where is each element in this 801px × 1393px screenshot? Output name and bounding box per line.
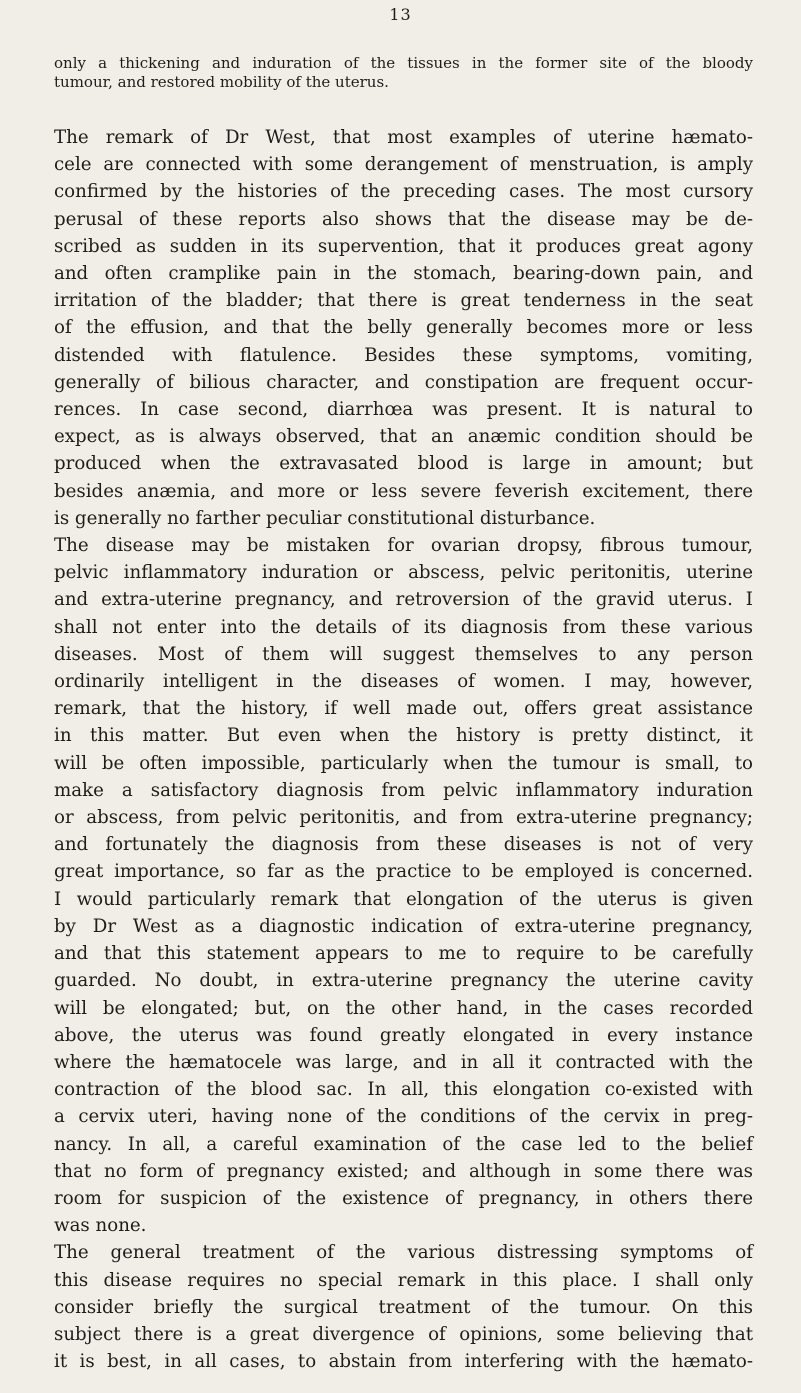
text-line: above, the uterus was found greatly elongated in every instance [54, 1024, 753, 1046]
text-line: The general treatment of the various distressing symptoms of [54, 1242, 753, 1264]
text-line: will be elongated; but, on the other hand, in the cases recorded [54, 997, 753, 1019]
text-line: distended with flatulence. Besides these symptoms, vomiting, [54, 344, 753, 366]
body-text [54, 124, 753, 1375]
text-line: great importance, so far as the practice to be employed is concerned. [54, 861, 753, 883]
text-line: besides anæmia, and more or less severe feverish excitement, there [54, 480, 753, 502]
text-line: pelvic inflammatory induration or abscess, pelvic peritonitis, uterine [54, 562, 753, 584]
text-line: ordinarily intelligent in the diseases of women. I may, however, [54, 671, 753, 693]
text-line: rences. In case second, diarrhœa was present. It is natural to [54, 399, 753, 421]
text-line: is generally no farther peculiar constitutional disturbance. [54, 507, 596, 529]
text-line: produced when the extravasated blood is large in amount; but [54, 453, 753, 475]
text-line: in this matter. But even when the history is pretty distinct, it [54, 725, 753, 747]
text-line: remark, that the history, if well made out, offers great assistance [54, 698, 753, 720]
text-line: generally of bilious character, and constipation are frequent occur- [54, 371, 753, 393]
text-line: contraction of the blood sac. In all, this elongation co-existed with [54, 1079, 753, 1101]
text-line: room for suspicion of the existence of pregnancy, in others there [54, 1187, 753, 1209]
text-line: and fortunately the diagnosis from these diseases is not of very [54, 834, 753, 856]
text-line: diseases. Most of them will suggest themselves to any person [54, 643, 753, 665]
intro-paragraph [54, 54, 753, 92]
text-line: The remark of Dr West, that most examples of uterine hæmato- [54, 127, 753, 148]
text-line: this disease requires no special remark in this place. I shall only [54, 1269, 753, 1291]
text-line: scribed as sudden in its supervention, that it produces great agony [54, 235, 753, 257]
intro-line: only a thickening and induration of the tissues in the former site of the bloody [54, 54, 753, 72]
text-line: make a satisfactory diagnosis from pelvic inflammatory induration [54, 779, 753, 801]
intro-line: tumour, and restored mobility of the uterus. [54, 73, 389, 91]
text-line: expect, as is always observed, that an anæmic condition should be [54, 426, 753, 448]
text-line: it is best, in all cases, to abstain from interfering with the hæmato- [54, 1351, 753, 1373]
text-line: The disease may be mistaken for ovarian dropsy, fibrous tumour, [54, 535, 753, 557]
text-line: was none. [54, 1215, 147, 1237]
text-line: perusal of these reports also shows that the disease may be de- [54, 208, 753, 230]
text-line: shall not enter into the details of its diagnosis from these various [54, 616, 753, 638]
text-line: guarded. No doubt, in extra-uterine pregnancy the uterine cavity [54, 970, 753, 992]
text-line: nancy. In all, a careful examination of the case led to the belief [54, 1133, 753, 1155]
text-line: confirmed by the histories of the preceding cases. The most cursory [54, 181, 753, 203]
text-line: subject there is a great divergence of opinions, some believing that [54, 1323, 753, 1345]
text-line: I would particularly remark that elongation of the uterus is given [54, 888, 753, 910]
text-line: of the effusion, and that the belly generally becomes more or less [54, 317, 753, 339]
text-line: where the hæmatocele was large, and in all it contracted with the [54, 1051, 753, 1073]
text-line: consider briefly the surgical treatment of the tumour. On this [54, 1296, 753, 1318]
page-number: 13 [389, 5, 412, 24]
text-line: by Dr West as a diagnostic indication of extra-uterine pregnancy, [54, 915, 753, 937]
text-line: and often cramplike pain in the stomach, bearing-down pain, and [54, 263, 753, 285]
text-line: cele are connected with some derangement of menstruation, is amply [54, 154, 753, 176]
text-line: or abscess, from pelvic peritonitis, and from extra-uterine pregnancy; [54, 807, 753, 829]
text-line: and extra-uterine pregnancy, and retroversion of the gravid uterus. I [54, 589, 753, 611]
text-line: and that this statement appears to me to require to be carefully [54, 943, 753, 965]
text-line: a cervix uteri, having none of the conditions of the cervix in preg- [54, 1106, 753, 1128]
text-line: irritation of the bladder; that there is great tenderness in the seat [54, 290, 753, 312]
text-line: will be often impossible, particularly when the tumour is small, to [54, 752, 753, 774]
text-line: that no form of pregnancy existed; and although in some there was [54, 1160, 753, 1182]
